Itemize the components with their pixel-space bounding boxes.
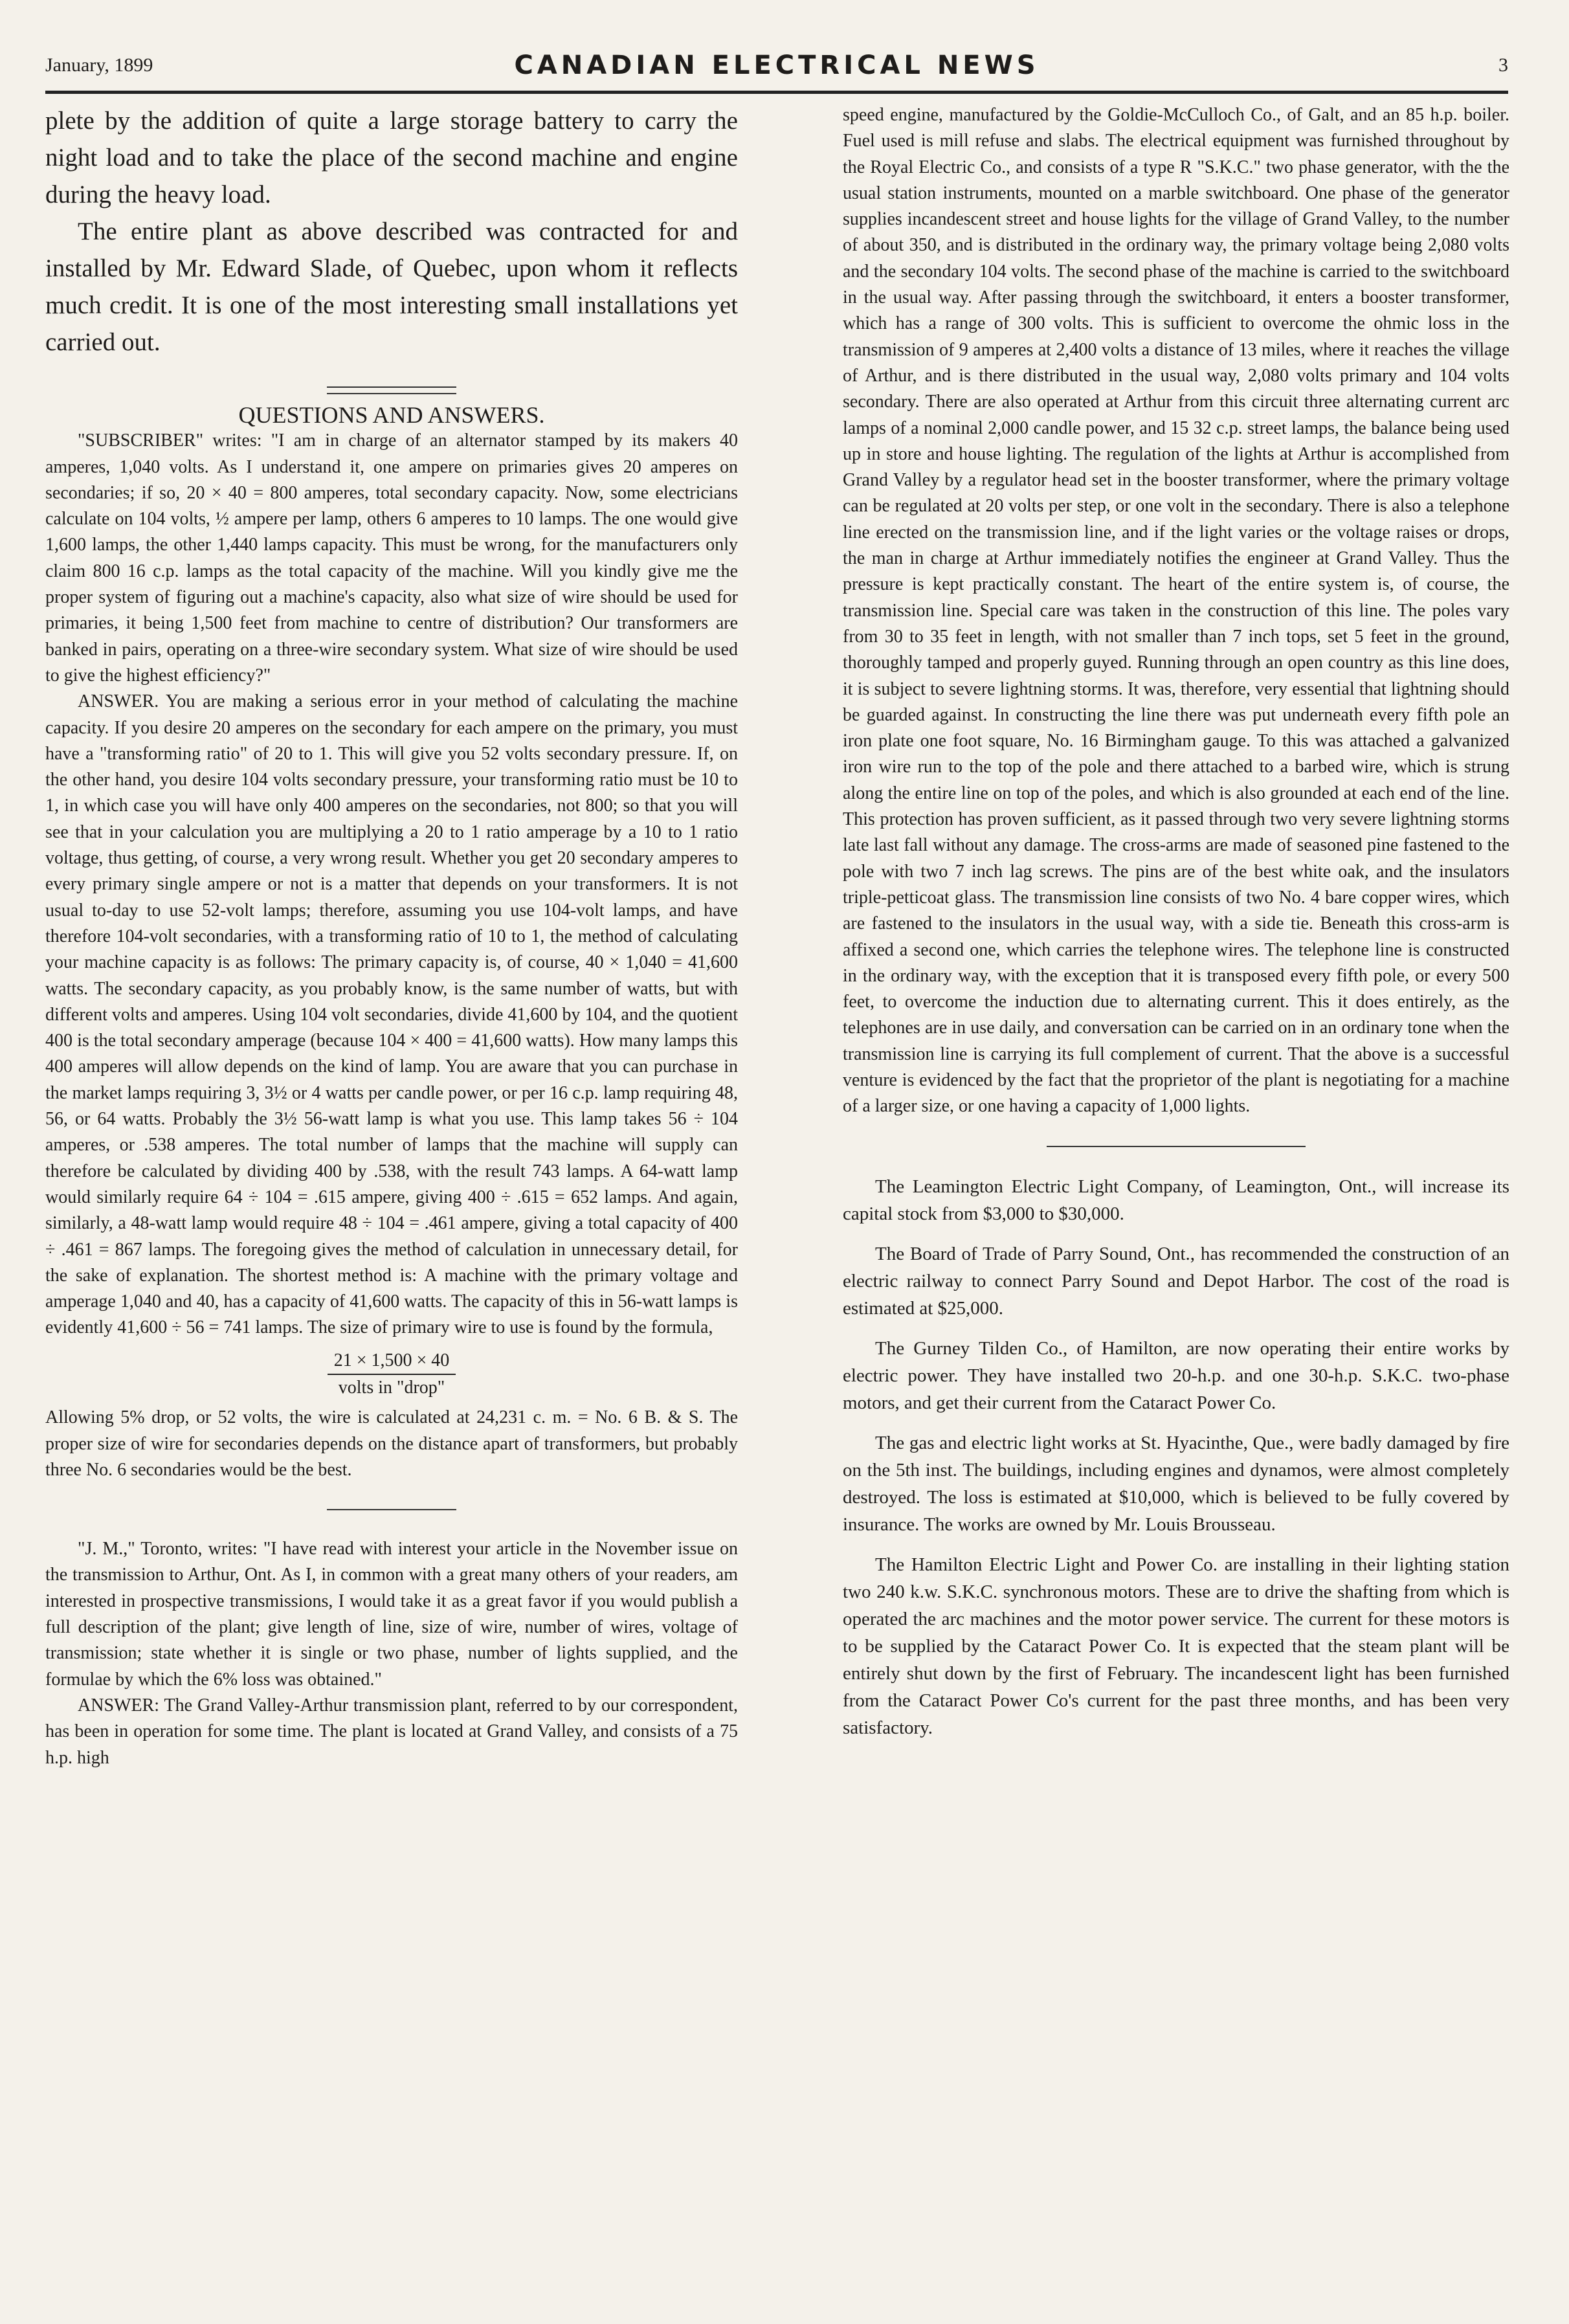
publication-title: CANADIAN ELECTRICAL NEWS: [514, 50, 1040, 80]
news-item: The Gurney Tilden Co., of Hamilton, are now operating their entire works by electric power. They have installed two 20-h.p. and one 30-h.p. S.K.C. two-phase motors, and get their current from the Cataract Power Co.: [843, 1337, 1509, 1413]
answer-subscriber-end: Allowing 5% drop, or 52 volts, the wire is calculated at 24,231 c. m. = No. 6 B. & S. The proper size of wire for secondaries depends on the distance apart of transformers, but probably three No. 6 secondaries would be the best.: [45, 1407, 738, 1480]
header-rule: [45, 91, 1508, 94]
answer-jm-continued: speed engine, manufactured by the Goldie-McCulloch Co., of Galt, and an 85 h.p. boiler. Fuel used is mill refuse and slabs. The electrical equipment was furnished throughout by the Royal Electric Co., and consists of a type R "S.K.C." two phase generator, with the the usual station instruments, mounted on a marble switchboard. One phase of the generator supplies incandescent street and house lights for the village of Grand Valley, to the number of about 350, and is distributed in the ordinary way, the primary voltage being 2,080 volts and the secondary 104 volts. The second phase of the machine is carried to the switchboard in the usual way. After passing through the switchboard, it enters a booster transformer, which has a range of 300 volts. This is sufficient to overcome the ohmic loss in the transmission of 9 amperes at 2,400 volts a distance of 13 miles, where it reaches the village of Arthur, and is there distributed in the usual way, 2,080 volts primary and 104 volts secondary. There are also operated at Arthur from this circuit three alternating current arc lamps of a nominal 2,000 candle power, and 15 32 c.p. street lamps, the balance being used up in store and house lighting. The regulation of the lights at Arthur is accomplished from Grand Valley by a regulator head set in the booster transformer, where the primary voltage can be regulated at 20 volts per step, or one volt in the secondary. There is also a telephone line erected on the transmission line, and if the light varies or the voltage raises or drops, the man in charge at Arthur immediately notifies the engineer at Grand Valley. Thus the pressure is kept practically constant. The heart of the entire system is, of course, the transmission line. Special care was taken in the construction of this line. The poles vary from 30 to 35 feet in length, with not smaller than 7 inch tops, set 5 feet in the ground, thoroughly tamped and properly guyed. Running through an open country as this line does, it is subject to severe lightning storms. It was, therefore, very essential that lightning should be guarded against. In constructing the line there was put underneath every fifth pole an iron plate one foot square, No. 16 Birmingham gauge. To this was attached a galvanized iron wire run to the top of the pole and there attached to a barbed wire, which is strung along the entire line on top of the poles, and which is also grounded at each end of the line. This protection has proven sufficient, as it passed through two very severe lightning storms late last fall without any damage. The cross-arms are made of seasoned pine fastened to the pole with two 7 inch lag screws. The pins are of the best white oak, and the insulators triple-petticoat glass. The transmission line consists of two No. 4 bare copper wires, which are fastened to the insulators in the usual way, with a side tie. Beneath this cross-arm is affixed a second one, which carries the telephone wires. The telephone line is constructed in the ordinary way, with the exception that it is transposed every fifth pole, or every 500 feet, to overcome the induction due to alternating current. This it does entirely, as the telephones are in use daily, and conversation can be carried on in an ordinary tone when the transmission line is carrying its full complement of current. That the above is a successful venture is evidenced by the fact that the proprietor of the plant is negotiating for a machine of a larger size, or one having a capacity of 1,000 lights.: [843, 105, 1509, 1117]
news-item: The Board of Trade of Parry Sound, Ont., has recommended the construction of an electric railway to connect Parry Sound and Depot Harbor. The cost of the road is estimated at $25,000.: [843, 1243, 1509, 1319]
lead-paragraph: plete by the addition of quite a large storage battery to carry the night load and to take the place of the second machine and engine during the heavy load.: [45, 107, 738, 208]
page-number: 3: [1498, 54, 1508, 76]
right-column: [843, 102, 1509, 1754]
answer-subscriber: ANSWER. You are making a serious error in your method of calculating the machine capacity. If you desire 20 amperes on the secondary for each ampere on the primary, you must have a "transforming ratio" of 20 to 1. This will give you 52 volts secondary pressure. If, on the other hand, you desire 104 volts secondary pressure, your transforming ratio must be 10 to 1, in which case you will have only 400 amperes on the secondaries, not 800; so that you will see that in your calculation you are multiplying a 20 to 1 ratio amperage by a 10 to 1 ratio voltage, thus getting, of course, a very wrong result. Whether you get 20 secondary amperes to every primary single ampere or not is a matter that depends on your transformers. It is not usual to-day to use 52-volt lamps; therefore, assuming you use 104-volt lamps, and have therefore 104-volt secondaries, with a transforming ratio of 10 to 1, the method of calculating your machine capacity is as follows: The primary capacity is, of course, 40 × 1,040 = 41,600 watts. The secondary capacity, as you probably know, is the same number of watts, but with different volts and amperes. Using 104 volt secondaries, divide 41,600 by 104, and the quotient 400 is the total secondary amperage (because 104 × 400 = 41,600 watts). How many lamps this 400 amperes will allow depends on the kind of lamp. You are aware that you can purchase in the market lamps requiring 3, 3½ or 4 watts per candle power, or per 16 c.p. lamp requiring 48, 56, or 64 watts. Probably the 3½ 56-watt lamp is what you use. This lamp takes 56 ÷ 104 amperes, or .538 amperes. The total number of lamps that the machine will supply can therefore be calculated by dividing 400 by .538, with the result 743 lamps. A 64-watt lamp would similarly require 64 ÷ 104 = .615 ampere, giving 400 ÷ .615 = 652 lamps. And again, similarly, a 48-watt lamp would require 48 ÷ 104 = .461 ampere, giving a total capacity of 400 ÷ .461 = 867 lamps. The foregoing gives the method of calculation in unnecessary detail, for the sake of explanation. The shortest method is: A machine with the primary voltage and amperage 1,040 and 40, has a capacity of 41,600 watts. The capacity of this in 56-watt lamps is evidently 41,600 ÷ 56 = 741 lamps. The size of primary wire to use is found by the formula,: [45, 691, 738, 1338]
formula-numerator: 21 × 1,500 × 40: [328, 1348, 456, 1375]
wire-formula: [45, 1348, 738, 1402]
formula-denominator: volts in "drop": [338, 1377, 445, 1398]
lead-paragraph-2: The entire plant as above described was contracted for and installed by Mr. Edward Slade, of Quebec, upon whom it reflects much credit. It is one of the most interesting small installations yet carried out.: [45, 218, 738, 356]
news-item: The Leamington Electric Light Company, of Leamington, Ont., will increase its capital stock from $3,000 to $30,000.: [843, 1176, 1509, 1224]
section-heading: QUESTIONS AND ANSWERS.: [238, 402, 545, 428]
divider-rule: [327, 1509, 456, 1510]
issue-date: January, 1899: [45, 54, 153, 76]
section-divider: [327, 386, 456, 394]
question-jm: "J. M.," Toronto, writes: "I have read with interest your article in the November issue on the transmission to Arthur, Ont. As I, in common with a great many others of your readers, am interested in prospective transmissions, I would take it as a great favor if you would publish a full description of the plant; give length of line, size of wire, number of wires, voltage of transmission; state whether it is single or two phase, number of lights supplied, and the formulae by which the 6% loss was obtained.": [45, 1539, 738, 1690]
left-column: [45, 102, 738, 1771]
page-header: [45, 50, 1508, 89]
answer-jm-start: ANSWER: The Grand Valley-Arthur transmission plant, referred to by our correspondent, has been in operation for some time. The plant is located at Grand Valley, and consists of a 75 h.p. high: [45, 1695, 738, 1768]
news-item: The gas and electric light works at St. Hyacinthe, Que., were badly damaged by fire on the 5th inst. The buildings, including engines and dynamos, were almost completely destroyed. The loss is estimated at $10,000, which is believed to be fully covered by insurance. The works are owned by Mr. Louis Brousseau.: [843, 1432, 1509, 1535]
divider-rule-right: [1047, 1146, 1306, 1147]
question-subscriber: "SUBSCRIBER" writes: "I am in charge of an alternator stamped by its makers 40 amperes, 1,040 volts. As I understand it, one ampere on primaries gives 20 amperes on secondaries; if so, 20 × 40 = 800 amperes, total secondary capacity. Now, some electricians calculate on 104 volts, ½ ampere per lamp, others 6 amperes to 10 lamps. The one would give 1,600 lamps, the other 1,440 lamps capacity. This must be wrong, for the manufacturers only claim 800 16 c.p. lamps as the total capacity of the machine. Will you kindly give me the proper system of figuring out a machine's capacity, also what size of wire should be used for primaries, it being 1,500 feet from machine to centre of distribution? Our transformers are banked in pairs, operating on a three-wire secondary system. What size of wire should be used to give the highest efficiency?": [45, 430, 738, 686]
news-item: The Hamilton Electric Light and Power Co. are installing in their lighting station two 240 k.w. S.K.C. synchronous motors. These are to drive the shafting from which is operated the arc machines and the motor power service. The current for these motors is to be supplied by the Cataract Power Co. It is expected that the steam plant will be entirely shut down by the first of February. The incandescent light has been furnished from the Cataract Power Co's current for the past three months, and has been very satisfactory.: [843, 1554, 1509, 1738]
